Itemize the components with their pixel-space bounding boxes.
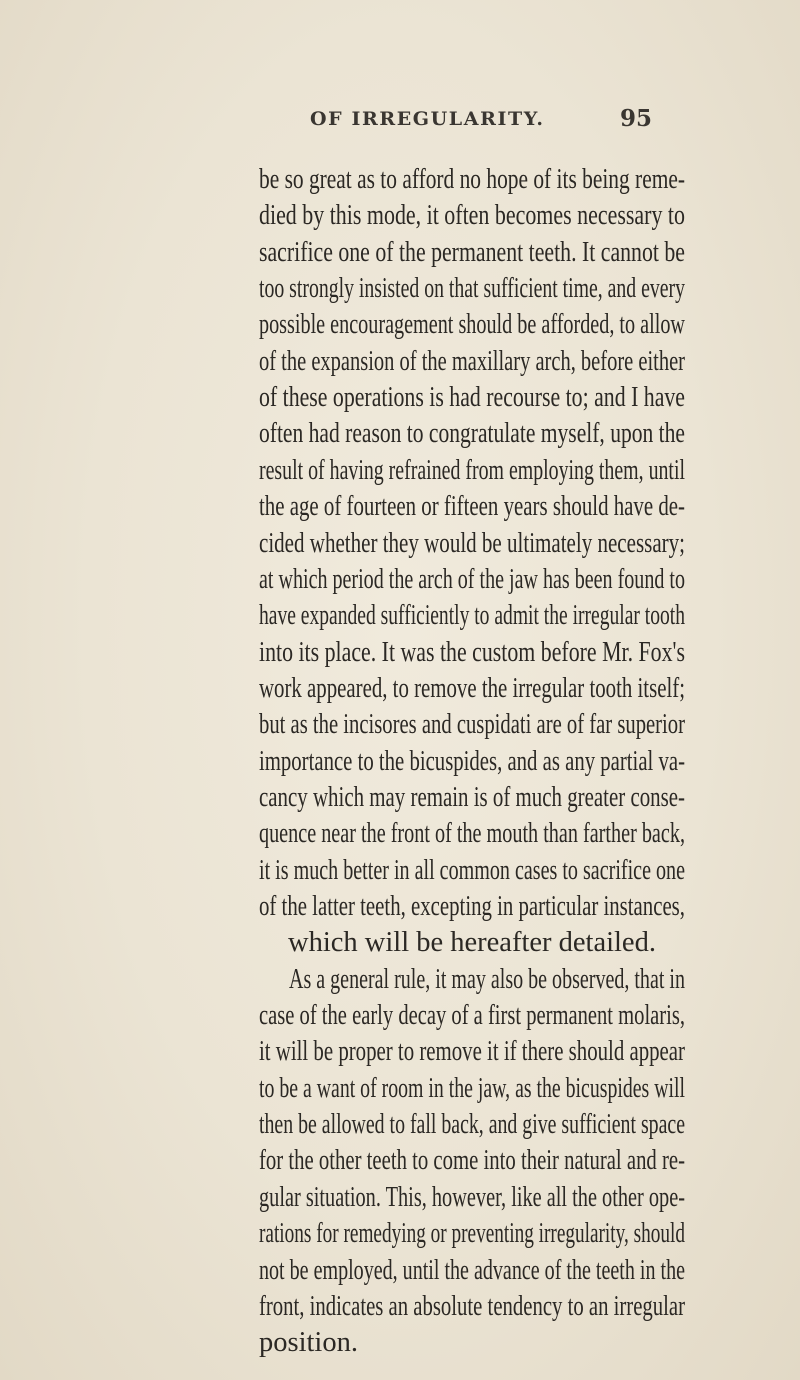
- text-line: possible encouragement should be afforded, to allow: [259, 309, 685, 341]
- text-line: of these operations is had recourse to; and I have: [259, 382, 685, 414]
- text-line: rations for remedying or preventing irregularity, should: [259, 1218, 685, 1250]
- text-line: of the expansion of the maxillary arch, before either: [259, 345, 685, 377]
- text-line: cancy which may remain is of much greater conse-: [259, 781, 685, 813]
- text-line: cided whether they would be ultimately necessary;: [259, 527, 685, 559]
- text-line: to be a want of room in the jaw, as the bicuspides will: [259, 1072, 685, 1104]
- text-line: too strongly insisted on that sufficient time, and every: [259, 273, 685, 305]
- text-line: importance to the bicuspides, and as any partial va-: [259, 745, 685, 777]
- text-line: work appeared, to remove the irregular tooth itself;: [259, 672, 685, 704]
- text-line: case of the early decay of a first permanent molaris,: [259, 1000, 685, 1032]
- text-line: the age of fourteen or fifteen years should have de-: [259, 491, 685, 523]
- running-head: [310, 105, 690, 138]
- text-line: often had reason to congratulate myself, upon the: [259, 418, 685, 450]
- text-line: at which period the arch of the jaw has been found to: [259, 563, 685, 595]
- text-line: died by this mode, it often becomes necessary to: [259, 200, 685, 232]
- text-line: quence near the front of the mouth than farther back,: [259, 818, 685, 850]
- text-line: be so great as to afford no hope of its being reme-: [259, 164, 685, 195]
- text-line: of the latter teeth, excepting in particular instances,: [259, 891, 685, 922]
- text-line: it is much better in all common cases to sacrifice one: [259, 854, 685, 886]
- text-line: front, indicates an absolute tendency to an irregular: [259, 1290, 685, 1322]
- text-line: which will be hereafter detailed.: [288, 927, 656, 959]
- text-line: gular situation. This, however, like all the other ope-: [259, 1181, 685, 1213]
- text-line: but as the incisores and cuspidati are of far superior: [259, 709, 685, 741]
- text-line: result of having refrained from employing them, until: [259, 454, 685, 486]
- text-line: into its place. It was the custom before Mr. Fox's: [259, 636, 685, 668]
- text-line: then be allowed to fall back, and give sufficient space: [259, 1109, 685, 1141]
- running-title: OF IRREGULARITY.: [310, 108, 545, 130]
- text-line: position.: [259, 1327, 358, 1359]
- text-line: not be employed, until the advance of the teeth in the: [259, 1254, 685, 1286]
- text-line: have expanded sufficiently to admit the irregular tooth: [259, 600, 685, 632]
- text-line: it will be proper to remove it if there should appear: [259, 1036, 685, 1068]
- text-line: for the other teeth to come into their natural and re-: [259, 1145, 685, 1177]
- text-line: As a general rule, it may also be observed, that in: [289, 963, 685, 995]
- text-line: sacrifice one of the permanent teeth. It cannot be: [259, 236, 685, 268]
- page-number: 95: [619, 105, 652, 132]
